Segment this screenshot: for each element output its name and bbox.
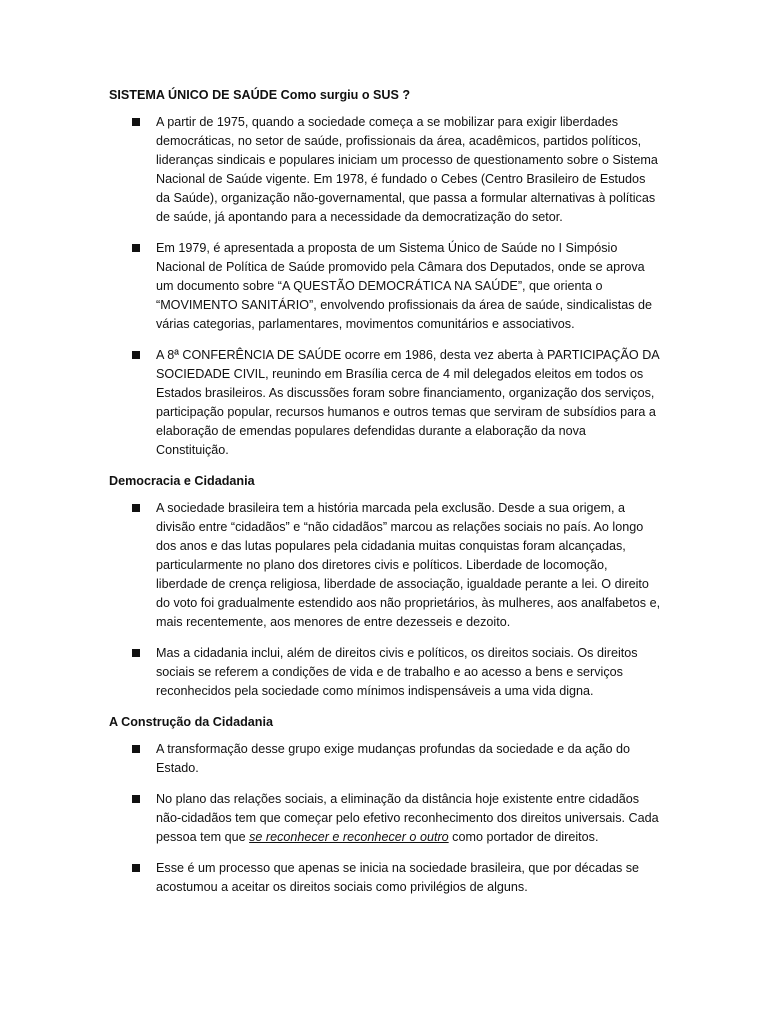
list-item (109, 239, 661, 334)
square-bullet-icon (132, 244, 140, 252)
square-bullet-icon (132, 795, 140, 803)
square-bullet-icon (132, 504, 140, 512)
square-bullet-icon (132, 118, 140, 126)
section-heading-democracia: Democracia e Cidadania (109, 474, 255, 488)
section3-list (109, 740, 661, 897)
square-bullet-icon (132, 351, 140, 359)
underlined-emphasis: se reconhecer e reconhecer o outro (249, 830, 449, 844)
list-item-text: A 8ª CONFERÊNCIA DE SAÚDE ocorre em 1986, desta vez aberta à PARTICIPAÇÃO DA SOCIEDADE CIVIL, reunindo em Brasília cerca de 4 mil delegados eleitos em todos os Estados brasileiros. As discussões foram sobre financiamento, organização dos serviços, participação popular, recursos humanos e outros temas que serviram de subsídios para a elaboração de emendas populares defendidas durante a elaboração da nova Constituição. (156, 348, 660, 457)
list-item-text: Esse é um processo que apenas se inicia na sociedade brasileira, que por décadas se acostumou a aceitar os direitos sociais como privilégios de alguns. (156, 861, 640, 894)
square-bullet-icon (132, 745, 140, 753)
list-item (109, 499, 661, 632)
list-item-text: A transformação desse grupo exige mudanças profundas da sociedade e da ação do Estado. (156, 742, 630, 775)
section-heading-construcao: A Construção da Cidadania (109, 715, 273, 729)
list-item-text: Em 1979, é apresentada a proposta de um Sistema Único de Saúde no I Simpósio Nacional de Política de Saúde promovido pela Câmara dos Deputados, onde se aprova um documento sobre “A QUESTÃO DEMOCRÁTICA NA SAÚDE”, que orienta o “MOVIMENTO SANITÁRIO”, envolvendo profissionais da área de saúde, sindicalistas de várias categorias, parlamentares, movimentos comunitários e associativos. (156, 241, 653, 331)
list-item (109, 790, 661, 847)
list-item-text-part: como portador de direitos. (448, 830, 599, 844)
list-item-text: A sociedade brasileira tem a história marcada pela exclusão. Desde a sua origem, a divisão entre “cidadãos” e “não cidadãos” marcou as relações sociais no país. Ao longo dos anos e das lutas populares pela cidadania muitas conquistas foram alcançadas, particularmente no plano dos diretores civis e políticos. Liberdade de locomoção, liberdade de crença religiosa, liberdade de associação, igualdade perante a lei. O direito do voto foi gradualmente estendido aos não proprietários, às mulheres, aos analfabetos e, mais recentemente, aos menores de entre dezesseis e dezoito. (156, 501, 661, 629)
list-item (109, 740, 661, 778)
list-item-text: Mas a cidadania inclui, além de direitos civis e políticos, os direitos sociais. Os direitos sociais se referem a condições de vida e de trabalho e ao acesso a bens e serviços reconhecidos pela sociedade como mínimos indispensáveis a uma vida digna. (156, 646, 638, 698)
section2-list (109, 499, 661, 701)
list-item (109, 346, 661, 460)
square-bullet-icon (132, 649, 140, 657)
square-bullet-icon (132, 864, 140, 872)
list-item (109, 113, 661, 227)
list-item-text: A partir de 1975, quando a sociedade começa a se mobilizar para exigir liberdades democráticas, no setor de saúde, profissionais da área, acadêmicos, partidos políticos, lideranças sindicais e populares iniciam um processo de questionamento sobre o Sistema Nacional de Saúde vigente. Em 1978, é fundado o Cebes (Centro Brasileiro de Estudos da Saúde), organização não-governamental, que passa a formular alternativas à políticas de saúde, já apontando para a necessidade da democratização do setor. (156, 115, 658, 224)
list-item (109, 644, 661, 701)
section1-list (109, 113, 661, 460)
document-title: SISTEMA ÚNICO DE SAÚDE Como surgiu o SUS ? (109, 88, 411, 102)
list-item (109, 859, 661, 897)
list-item-text-part: No plano das relações sociais, a eliminação da distância hoje existente entre cidadãos não-cidadãos tem que começar pelo efetivo reconhecimento dos direitos universais. Cada pessoa tem que (156, 792, 659, 844)
document-content (109, 86, 661, 909)
